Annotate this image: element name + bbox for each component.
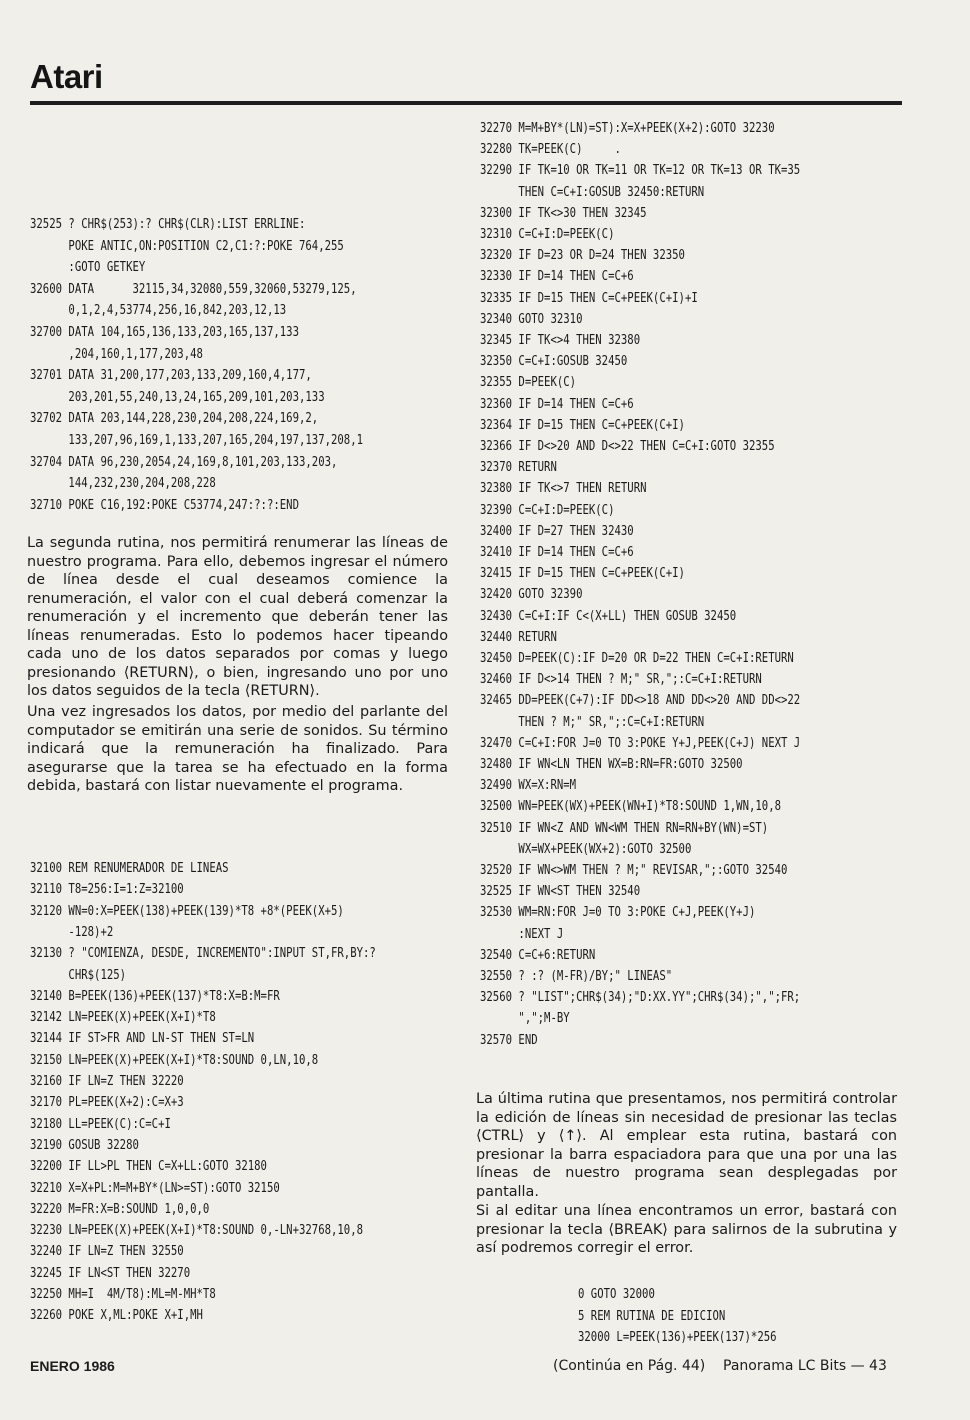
code-line: 32335 IF D=15 THEN C=C+PEEK(C+I)+I (480, 290, 698, 306)
code-line: 32240 IF LN=Z THEN 32550 (30, 1244, 184, 1260)
paragraph-edit-intro: La última rutina que presentamos, nos permitirá controlar la edición de líneas sin necesidad de presionar las teclas ⟨CTRL⟩ y ⟨↑⟩. Al emplear esta rutina, bastará con presionar la barra espaciadora para que una por una las líneas de nuestro programa sean desplegadas por pantalla. (476, 1091, 897, 1200)
code-line: 32370 RETURN (480, 460, 557, 476)
code-line: 32170 PL=PEEK(X+2):C=X+3 (30, 1095, 184, 1111)
code-line: 32420 GOTO 32390 (480, 587, 583, 603)
code-line: 32480 IF WN<LN THEN WX=B:RN=FR:GOTO 32500 (480, 757, 743, 772)
code-line: 32704 DATA 96,230,2054,24,169,8,101,203,133,203, (30, 454, 338, 470)
code-line: 32550 ? :? (M-FR)/BY;" LINEAS" (480, 969, 673, 984)
code-line: WX=WX+PEEK(WX+2):GOTO 32500 (480, 841, 692, 857)
paragraph-renumber-intro: La segunda rutina, nos permitirá renumerar las líneas de nuestro programa. Para ello, debemos ingresar el número de línea desde el cual deseamos comience la renumeración, el valor con el cual deberá comenzar la renumeración y el incremento que deberán tener las líneas renumeradas. Esto lo podemos hacer tipeando cada uno de los datos separados por comas y luego presionando ⟨RETURN⟩, o bien, ingresando uno por uno los datos seguidos de la tecla ⟨RETURN⟩. (27, 535, 448, 699)
code-line: 32400 IF D=27 THEN 32430 (480, 523, 634, 539)
code-line: :GOTO GETKEY (30, 260, 146, 276)
code-line: -128)+2 (30, 924, 114, 940)
code-line: 32150 LN=PEEK(X)+PEEK(X+I)*T8:SOUND 0,LN,10,8 (30, 1052, 319, 1068)
code-line: 32415 IF D=15 THEN C=C+PEEK(C+I) (480, 566, 685, 582)
code-line: 32450 D=PEEK(C):IF D=20 OR D=22 THEN C=C+I:RETURN (480, 651, 794, 666)
code-line: 32100 REM RENUMERADOR DE LINEAS (30, 861, 229, 876)
footer-date: ENERO 1986 (30, 1358, 115, 1374)
code-line: 32360 IF D=14 THEN C=C+6 (480, 396, 634, 412)
code-line: POKE ANTIC,ON:POSITION C2,C1:?:POKE 764,255 (30, 238, 344, 254)
code-line: 32560 ? "LIST";CHR$(34);"D:XX.YY";CHR$(34);",";FR; (480, 990, 801, 1006)
code-line: 32000 L=PEEK(136)+PEEK(137)*256 (578, 1330, 777, 1345)
code-line: THEN C=C+I:GOSUB 32450:RETURN (480, 184, 705, 200)
paragraph-edit-error: Si al editar una línea encontramos un error, bastará con presionar la tecla ⟨BREAK⟩ para salirnos de la subrutina y así podremos corregir el error. (476, 1203, 897, 1256)
code-line: 32270 M=M+BY*(LN)=ST):X=X+PEEK(X+2):GOTO 32230 (480, 121, 775, 136)
code-line: 144,232,230,204,208,228 (30, 476, 216, 492)
code-line: 32510 IF WN<Z AND WN<WM THEN RN=RN+BY(WN)=ST) (480, 820, 769, 836)
code-line: 32520 IF WN<>WM THEN ? M;" REVISAR,";:GOTO 32540 (480, 863, 788, 878)
code-line: 32390 C=C+I:D=PEEK(C) (480, 502, 615, 518)
code-line: 32366 IF D<>20 AND D<>22 THEN C=C+I:GOTO 32355 (480, 439, 775, 454)
code-line: 32120 WN=0:X=PEEK(138)+PEEK(139)*T8 +8*(PEEK(X+5) (30, 903, 344, 919)
header-rule (30, 101, 902, 105)
code-line: 32220 M=FR:X=B:SOUND 1,0,0,0 (30, 1201, 210, 1217)
code-line: ",";M-BY (480, 1011, 570, 1027)
code-line: 0,1,2,4,53774,256,16,842,203,12,13 (30, 303, 287, 319)
code-line: 32440 RETURN (480, 629, 557, 645)
code-line: 32130 ? "COMIENZA, DESDE, INCREMENTO":INPUT ST,FR,BY:? (30, 946, 376, 962)
code-line: 32460 IF D<>14 THEN ? M;" SR,";:C=C+I:RETURN (480, 672, 762, 688)
code-line: 32710 POKE C16,192:POKE C53774,247:?:?:END (30, 497, 299, 513)
code-line: 32300 IF TK<>30 THEN 32345 (480, 205, 647, 221)
code-line: 32490 WX=X:RN=M (480, 778, 577, 794)
code-line: 32320 IF D=23 OR D=24 THEN 32350 (480, 248, 685, 264)
code-line: 32280 TK=PEEK(C) . (480, 142, 621, 158)
code-line: 32525 ? CHR$(253):? CHR$(CLR):LIST ERRLINE: (30, 217, 306, 232)
code-line: CHR$(125) (30, 967, 127, 983)
code-line: 32465 DD=PEEK(C+7):IF DD<>18 AND DD<>20 AND DD<>22 (480, 693, 801, 709)
code-line: 32600 DATA 32115,34,32080,559,32060,53279,125, (30, 281, 357, 297)
code-line: 203,201,55,240,13,24,165,209,101,203,133 (30, 389, 325, 405)
code-line: ,204,160,1,177,203,48 (30, 346, 203, 362)
code-line: 32364 IF D=15 THEN C=C+PEEK(C+I) (480, 417, 685, 433)
code-line: 32330 IF D=14 THEN C=C+6 (480, 269, 634, 285)
code-line: 32380 IF TK<>7 THEN RETURN (480, 481, 647, 497)
code-line: 32140 B=PEEK(136)+PEEK(137)*T8:X=B:M=FR (30, 988, 280, 1004)
code-line: 5 REM RUTINA DE EDICION (578, 1308, 726, 1324)
code-line: 32701 DATA 31,200,177,203,133,209,160,4,177, (30, 368, 312, 384)
code-line: 32410 IF D=14 THEN C=C+6 (480, 545, 634, 560)
code-line: 32702 DATA 203,144,228,230,204,208,224,169,2, (30, 411, 319, 427)
code-line: :NEXT J (480, 926, 564, 942)
code-line: 32345 IF TK<>4 THEN 32380 (480, 333, 641, 348)
code-line: 32230 LN=PEEK(X)+PEEK(X+I)*T8:SOUND 0,-LN+32768,10,8 (30, 1223, 364, 1239)
code-line: 32245 IF LN<ST THEN 32270 (30, 1265, 191, 1281)
code-line: 32250 MH=I 4M/T8):ML=M-MH*T8 (30, 1287, 216, 1302)
section-title: Atari (30, 58, 103, 95)
paragraph-renumber-result: Una vez ingresados los datos, por medio del parlante del computador se emitirán una serie de sonidos. Su término indicará que la remuneración ha finalizado. Para asegurarse que la tarea se ha efectuado en la forma debida, bastará con listar nuevamente el programa. (27, 704, 448, 794)
code-line: 133,207,96,169,1,133,207,165,204,197,137,208,1 (30, 433, 364, 448)
code-line: 32340 GOTO 32310 (480, 311, 583, 327)
code-line: 32430 C=C+I:IF C<(X+LL) THEN GOSUB 32450 (480, 608, 737, 624)
code-line: 32260 POKE X,ML:POKE X+I,MH (30, 1308, 203, 1324)
code-line: 32110 T8=256:I=1:Z=32100 (30, 882, 184, 898)
footer-page-info: (Continúa en Pág. 44) Panorama LC Bits — 43 (553, 1358, 887, 1374)
code-line: 32540 C=C+6:RETURN (480, 947, 596, 963)
code-line: 32525 IF WN<ST THEN 32540 (480, 884, 641, 900)
code-line: 32290 IF TK=10 OR TK=11 OR TK=12 OR TK=13 OR TK=35 (480, 163, 801, 179)
code-line: 32210 X=X+PL:M=M+BY*(LN>=ST):GOTO 32150 (30, 1180, 280, 1196)
code-line: 32142 LN=PEEK(X)+PEEK(X+I)*T8 (30, 1010, 216, 1026)
code-line: 32180 LL=PEEK(C):C=C+I (30, 1116, 171, 1132)
code-line: 32144 IF ST>FR AND LN-ST THEN ST=LN (30, 1031, 255, 1047)
code-line: 32160 IF LN=Z THEN 32220 (30, 1074, 184, 1089)
code-line: 32190 GOSUB 32280 (30, 1137, 139, 1153)
code-line: THEN ? M;" SR,";:C=C+I:RETURN (480, 714, 705, 730)
code-line: 32530 WM=RN:FOR J=0 TO 3:POKE C+J,PEEK(Y+J) (480, 905, 756, 921)
code-line: 32570 END (480, 1032, 538, 1048)
code-line: 0 GOTO 32000 (578, 1287, 655, 1302)
code-line: 32500 WN=PEEK(WX)+PEEK(WN+I)*T8:SOUND 1,WN,10,8 (480, 799, 782, 815)
code-line: 32310 C=C+I:D=PEEK(C) (480, 227, 615, 242)
code-line: 32350 C=C+I:GOSUB 32450 (480, 354, 628, 370)
code-line: 32700 DATA 104,165,136,133,203,165,137,133 (30, 325, 299, 340)
code-line: 32200 IF LL>PL THEN C=X+LL:GOTO 32180 (30, 1159, 267, 1175)
code-line: 32355 D=PEEK(C) (480, 375, 577, 391)
code-line: 32470 C=C+I:FOR J=0 TO 3:POKE Y+J,PEEK(C+J) NEXT J (480, 735, 801, 751)
